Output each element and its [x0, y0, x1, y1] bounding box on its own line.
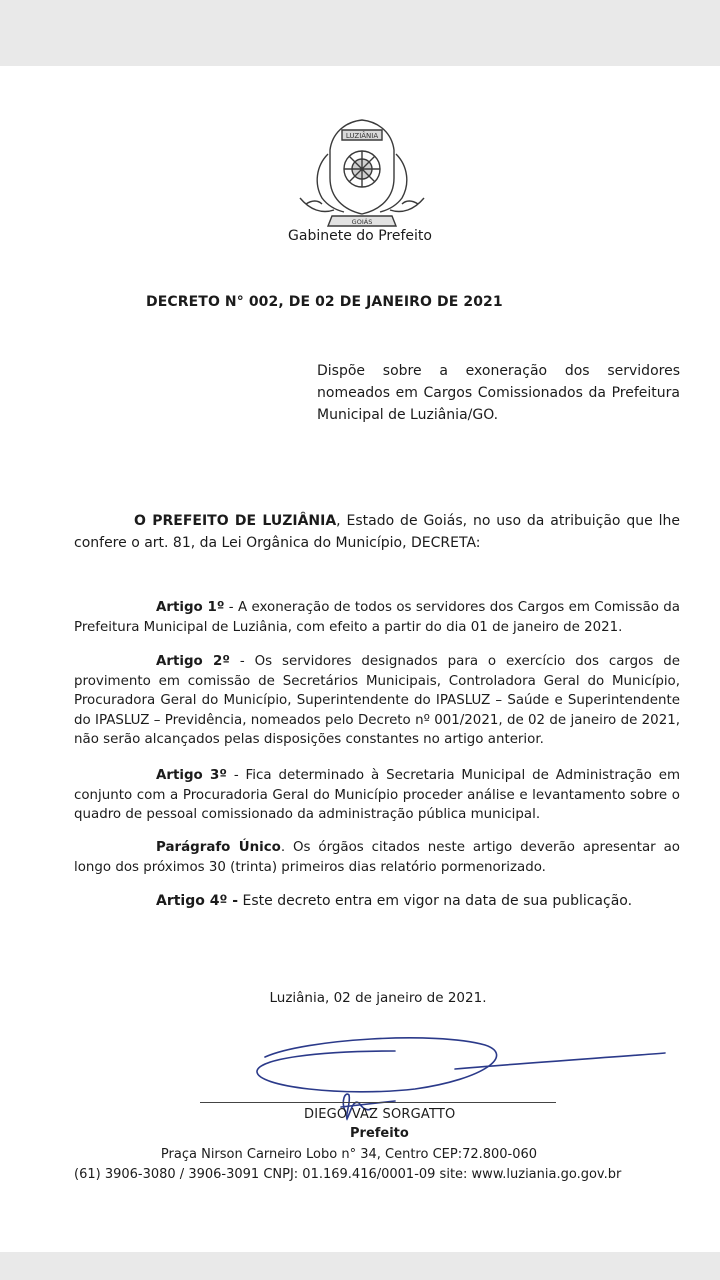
seal-bottom-lettering: GOIÁS [351, 218, 373, 226]
signatory-name: DIEGO VAZ SORGATTO [304, 1107, 456, 1122]
preamble-text: , Estado de Goiás, no uso da atribuição que lhe confere o art. 81, da Lei Orgânica do Município, DECRETA: [74, 513, 680, 551]
article-label: Parágrafo Único [156, 840, 281, 855]
article-1 [74, 598, 680, 637]
signatory-role: Prefeito [350, 1126, 409, 1141]
article-text: - Os servidores designados para o exercício dos cargos de provimento em comissão de Secretários Municipais, Controladora Geral do Município, Procuradora Geral do Município, Superintendente do IPASLUZ – Saúde e Superintendente do IPASLUZ – Previdência, nomeados pelo Decreto nº 001/2021, de 02 de janeiro de 2021, não serão alcançados pelas disposições constantes no artigo anterior. [74, 654, 680, 747]
footer-address: Praça Nirson Carneiro Lobo n° 34, Centro CEP:72.800-060 [160, 1147, 538, 1162]
sole-paragraph [74, 838, 680, 877]
article-3 [74, 766, 680, 825]
municipal-coat-of-arms-icon [292, 114, 432, 232]
seal-top-lettering: LUZIÂNIA [345, 132, 379, 140]
article-label: Artigo 2º [156, 654, 230, 669]
article-text: . Os órgãos citados neste artigo deverão apresentar ao longo dos próximos 30 (trinta) primeiros dias relatório pormenorizado. [74, 840, 680, 875]
article-2 [74, 652, 680, 750]
decree-title: DECRETO N° 002, DE 02 DE JANEIRO DE 2021 [146, 294, 503, 310]
article-text: - A exoneração de todos os servidores dos Cargos em Comissão da Prefeitura Municipal de Luziânia, com efeito a partir do dia 01 de janeiro de 2021. [74, 600, 680, 635]
article-label: Artigo 1º [156, 600, 225, 615]
decree-summary: Dispõe sobre a exoneração dos servidores nomeados em Cargos Comissionados da Prefeitura Municipal de Luziânia/GO. [317, 363, 680, 423]
footer-contact: (61) 3906-3080 / 3906-3091 CNPJ: 01.169.416/0001-09 site: www.luziania.go.gov.br [74, 1167, 622, 1182]
office-heading: Gabinete do Prefeito [288, 228, 432, 244]
preamble-subject: O PREFEITO DE LUZIÂNIA [134, 513, 337, 529]
article-text: - Fica determinado à Secretaria Municipal de Administração em conjunto com a Procuradoria Geral do Município proceder análise e levantamento sobre o quadro de pessoal comissionado da administração pública municipal. [74, 768, 680, 822]
signature-line [200, 1102, 556, 1103]
article-text: Este decreto entra em vigor na data de sua publicação. [238, 893, 633, 909]
article-4 [74, 892, 680, 912]
article-label: Artigo 4º - [156, 893, 239, 909]
article-label: Artigo 3º [156, 768, 227, 783]
document-page [0, 66, 720, 1252]
place-and-date: Luziânia, 02 de janeiro de 2021. [269, 990, 487, 1006]
preamble [74, 510, 680, 554]
